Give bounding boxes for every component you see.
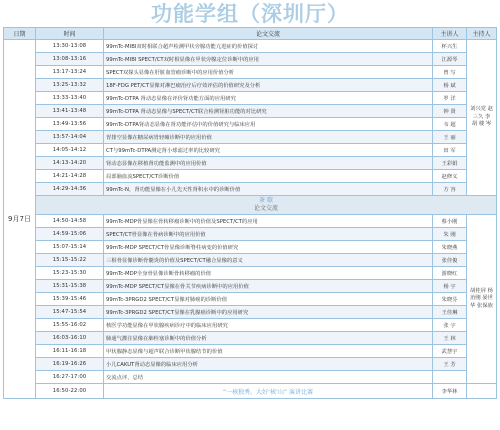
section-break-row [4, 196, 497, 215]
header-speaker: 主讲人 [433, 28, 467, 40]
speaker-cell: 朱 刚 [433, 228, 467, 241]
table-row [4, 53, 497, 66]
talk-title-cell: 99mTc-MIBI SPECT/CT双时相显像在甲状旁腺定位诊断中的应用 [104, 53, 433, 66]
speaker-cell: 杨 斌 [433, 79, 467, 92]
speaker-cell: 张 宇 [433, 319, 467, 332]
header-chair: 主持人 [467, 28, 497, 40]
table-row [4, 306, 497, 319]
talk-title-cell: 肾动态显像在移植肾功能监测中的应用价值 [104, 157, 433, 170]
speaker-cell: 杨 宇 [433, 280, 467, 293]
table-row [4, 40, 497, 53]
talk-title-cell: 99mTc-MDP SPECT/CT骨显像诊断脊柱病变的价值研究 [104, 241, 433, 254]
talk-title-cell: 核医学功能显像在甲状腺疾病诊疗中的临床应用研究 [104, 319, 433, 332]
time-cell: 14:59-15:06 [36, 228, 104, 241]
speaker-cell: 曾 写 [433, 66, 467, 79]
schedule-table [3, 27, 497, 399]
table-row [4, 215, 497, 228]
speaker-cell: 王 丽 [433, 131, 467, 144]
table-row [4, 228, 497, 241]
talk-title-cell: 肺通气灌注显像在肺栓塞诊断中的价值分析 [104, 332, 433, 345]
table-row [4, 345, 497, 358]
speaker-cell: 王 芳 [433, 358, 467, 371]
table-row [4, 332, 497, 345]
table-row [4, 254, 497, 267]
time-cell: 13:25-13:32 [36, 79, 104, 92]
speaker-cell: 罗 洋 [433, 92, 467, 105]
time-cell: 13:41-13:48 [36, 105, 104, 118]
table-row [4, 293, 497, 306]
talk-title-cell: 99mTc-MDP SPECT/CT显像在骨关节疾病诊断中的应用价值 [104, 280, 433, 293]
talk-title-cell: 99mTc-MIBI双时相联合超声检测甲状旁腺功能亢进症的价值探讨 [104, 40, 433, 53]
tea-break-label: 茶 歇 [259, 197, 273, 204]
time-cell: 13:08-13:16 [36, 53, 104, 66]
page-title: 功能学组（深圳厅） [151, 2, 349, 26]
header-date: 日期 [4, 28, 36, 40]
time-cell: 16:03-16:10 [36, 332, 104, 345]
talk-title-cell: SPECT/CT骨显像在骨病诊断中的应用价值 [104, 228, 433, 241]
speaker-cell: 王 林 [433, 332, 467, 345]
time-cell: 16:50-22:00 [36, 384, 104, 399]
talk-title-cell: 交流点评、总结 [104, 371, 433, 384]
talk-title-cell: 99mTc-MDP全身骨显像诊断骨转移瘤的价值 [104, 267, 433, 280]
table-row [4, 371, 497, 384]
table-row [4, 358, 497, 371]
table-row [4, 144, 497, 157]
speaker-cell [433, 371, 467, 384]
speaker-cell: 田 军 [433, 144, 467, 157]
talk-title-cell: CT与99mTc-DTPA测定肾小球滤过率的比较研究 [104, 144, 433, 157]
time-cell: 15:15-15:22 [36, 254, 104, 267]
time-cell: 15:23-15:30 [36, 267, 104, 280]
table-row [4, 267, 497, 280]
talk-title-cell: 三相骨显像诊断骨髓炎的价值及SPECT/CT融合显像的意义 [104, 254, 433, 267]
speaker-cell: 李华林 [433, 384, 467, 399]
time-cell: 14:21-14:28 [36, 170, 104, 183]
talk-title-cell: “一核独秀，大好‘核’山” 演讲比赛 [104, 384, 433, 399]
talk-title-cell: 99mTc-DTPA 肾动态显像与SPECT/CT联合检测肾脏功能的对比研究 [104, 105, 433, 118]
time-cell: 13:33-13:40 [36, 92, 104, 105]
time-cell: 16:11-16:18 [36, 345, 104, 358]
table-row [4, 241, 497, 254]
table-row [4, 79, 497, 92]
date-cell: 9月7日 [4, 40, 36, 399]
talk-title-cell: 小儿CAKUT肾动态显像的临床应用分析 [104, 358, 433, 371]
talk-title-cell: 胃排空显像在糖尿病胃轻瘫诊断中的应用价值 [104, 131, 433, 144]
time-cell: 16:19-16:26 [36, 358, 104, 371]
time-cell: 15:39-15:46 [36, 293, 104, 306]
speaker-cell: 赵修义 [433, 170, 467, 183]
table-row [4, 319, 497, 332]
chair-cell-session1: 刘兴党 赵三久 李 胡 楼 岑 [467, 40, 497, 196]
table-header-row [4, 28, 497, 40]
time-cell: 13:49-13:56 [36, 118, 104, 131]
header-time: 时间 [36, 28, 104, 40]
talk-title-cell: 99mTc-DTPA 肾动态显像在评价肾功能方面的应用研究 [104, 92, 433, 105]
chair-cell-session2: 胡桂屏 杨治刚 晏世华 张保族 [467, 215, 497, 384]
table-row [4, 384, 497, 399]
speaker-cell: 钟 贤 [433, 105, 467, 118]
table-row [4, 157, 497, 170]
time-cell: 15:07-15:14 [36, 241, 104, 254]
section-subtitle: 论文交流 [253, 205, 278, 212]
talk-title-cell: 甲状腺静态显像与超声联合诊断甲状腺结节的价值 [104, 345, 433, 358]
speaker-cell: 方 容 [433, 183, 467, 196]
header-title: 论文交流 [104, 28, 433, 40]
speaker-cell: 张佳俊 [433, 254, 467, 267]
time-cell: 14:13-14:20 [36, 157, 104, 170]
time-cell: 14:05-14:12 [36, 144, 104, 157]
table-row [4, 92, 497, 105]
speaker-cell: 杯兴生 [433, 40, 467, 53]
talk-title-cell: 99mTc-N，肾功能显像在小儿先天性肾积水中的诊断价值 [104, 183, 433, 196]
talk-title-cell: 18F-FDG PET/CT显像对淋巴瘤治疗后疗效评估的价值研究及分析 [104, 79, 433, 92]
speaker-cell: 王彩娟 [433, 157, 467, 170]
speaker-cell: 朱晓芬 [433, 293, 467, 306]
talk-title-cell: 局部脑血流SPECT/CT诊断价值 [104, 170, 433, 183]
table-row [4, 183, 497, 196]
speaker-cell: 游晓红 [433, 267, 467, 280]
table-row [4, 280, 497, 293]
talk-title-cell: 99mTc-3PRGD2 SPECT/CT显像对肺癌的诊断价值 [104, 293, 433, 306]
time-cell: 14:50-14:58 [36, 215, 104, 228]
talk-title-cell: 99mTc-DTPA肾动态显像在肾功能评估中的价值研究与临床应用 [104, 118, 433, 131]
section-break-cell [36, 196, 497, 215]
speaker-cell: 韦 超 [433, 118, 467, 131]
talk-title-cell: 99mTc-3PRGD2 SPECT/CT显像在乳腺癌诊断中的应用研究 [104, 306, 433, 319]
table-row [4, 170, 497, 183]
speaker-cell: 朱晓燕 [433, 241, 467, 254]
table-row [4, 118, 497, 131]
chair-cell-final [467, 384, 497, 399]
talk-title-cell: SPECT双探头显像在肝脏血管瘤诊断中的应用价值分析 [104, 66, 433, 79]
table-row [4, 105, 497, 118]
time-cell: 15:31-15:38 [36, 280, 104, 293]
time-cell: 16:27-17:00 [36, 371, 104, 384]
time-cell: 13:17-13:24 [36, 66, 104, 79]
time-cell: 15:47-15:54 [36, 306, 104, 319]
table-row [4, 66, 497, 79]
time-cell: 13:57-14:04 [36, 131, 104, 144]
speaker-cell: 蔡小刚 [433, 215, 467, 228]
table-row [4, 131, 497, 144]
time-cell: 15:55-16:02 [36, 319, 104, 332]
speaker-cell: 江源琴 [433, 53, 467, 66]
speaker-cell: 王佳琳 [433, 306, 467, 319]
time-cell: 13:30-13:08 [36, 40, 104, 53]
time-cell: 14:29-14:36 [36, 183, 104, 196]
talk-title-cell: 99mTc-MDP骨显像在骨转移瘤诊断中的价值及SPECT/CT的应用 [104, 215, 433, 228]
speaker-cell: 武慧宇 [433, 345, 467, 358]
